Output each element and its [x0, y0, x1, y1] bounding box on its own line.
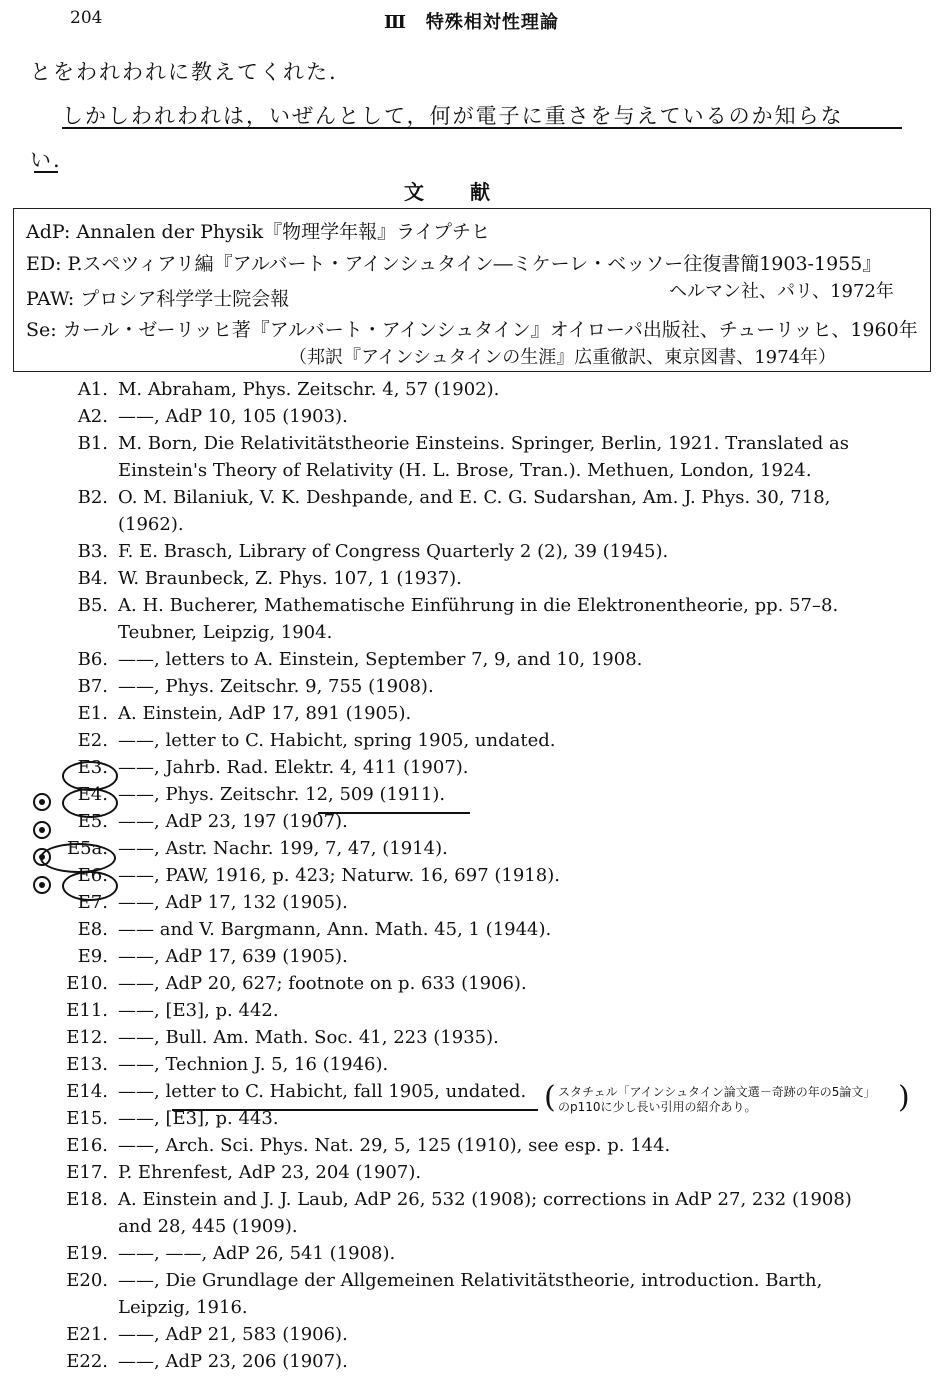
reference-item: E12. ——, Bull. Am. Math. Soc. 41, 223 (1935).: [66, 1027, 499, 1048]
reference-item: E5a. ——, Astr. Nachr. 199, 7, 47, (1914).: [66, 838, 448, 859]
reference-item: E10. ——, AdP 20, 627; footnote on p. 633 (1906).: [66, 973, 527, 994]
dot-mark-icon: [33, 848, 51, 866]
reference-item: E18. A. Einstein and J. J. Laub, AdP 26, 532 (1908); corrections in AdP 27, 232 (1908) and 28, 445 (1909).: [66, 1189, 852, 1237]
handwritten-circle-e5a: [40, 843, 116, 873]
abbr-ed: ED: P.スペツィアリ編『アルバート・アインシュタイン―ミケーレ・ベッソー往復書簡1903-1955』: [26, 253, 882, 275]
abbr-se-japanese: （邦訳『アインシュタインの生涯』広重徹訳、東京図書、1974年）: [289, 347, 837, 368]
dot-mark-icon: [33, 793, 51, 811]
abbr-adp: AdP: Annalen der Physik『物理学年報』ライプチヒ: [26, 221, 491, 243]
reference-item: E7. ——, AdP 17, 132 (1905).: [77, 892, 348, 913]
handwritten-circle-e4: [62, 788, 118, 818]
reference-item: E17. P. Ehrenfest, AdP 23, 204 (1907).: [66, 1162, 422, 1183]
handwritten-underline-e4: [318, 812, 470, 814]
annotation-open-paren: (: [544, 1080, 556, 1115]
reference-item: B2. O. M. Bilaniuk, V. K. Deshpande, and E. C. G. Sudarshan, Am. J. Phys. 30, 718, (1962).: [77, 487, 831, 535]
reference-item: B3. F. E. Brasch, Library of Congress Quarterly 2 (2), 39 (1945).: [77, 541, 669, 562]
reference-item: E4. ——, Phys. Zeitschr. 12, 509 (1911).: [77, 784, 446, 805]
reference-item: E13. ——, Technion J. 5, 16 (1946).: [66, 1054, 389, 1075]
reference-item: E15. ——, [E3], p. 443.: [66, 1108, 279, 1129]
dot-mark-icon: [33, 876, 51, 894]
abbr-ed-publisher: ヘルマン社、パリ、1972年: [669, 281, 894, 302]
reference-item: E20. ——, Die Grundlage der Allgemeinen Relativitätstheorie, introduction. Barth, Leipzig, 1916.: [66, 1270, 823, 1318]
page-number: 204: [70, 8, 103, 28]
handwritten-circle-e6: [62, 871, 118, 901]
reference-item: E22. ——, AdP 23, 206 (1907).: [66, 1351, 348, 1372]
reference-item: E3. ——, Jahrb. Rad. Elektr. 4, 411 (1907).: [77, 757, 469, 778]
references-heading: 文献: [404, 180, 536, 204]
reference-item: B7. ——, Phys. Zeitschr. 9, 755 (1908).: [77, 676, 434, 697]
reference-item: A2. ——, AdP 10, 105 (1903).: [77, 406, 348, 427]
abbreviations-box: [13, 208, 931, 372]
chapter-title: Ⅲ 特殊相対性理論: [384, 12, 559, 33]
reference-item: E21. ——, AdP 21, 583 (1906).: [66, 1324, 348, 1345]
dot-mark-icon: [33, 821, 51, 839]
prose-line-1: とをわれわれに教えてくれた.: [30, 60, 338, 84]
abbr-se: Se: カール・ゼーリッヒ著『アルバート・アインシュタイン』オイローパ出版社、チューリッヒ、1960年: [26, 319, 918, 341]
reference-item: E16. ——, Arch. Sci. Phys. Nat. 29, 5, 125 (1910), see esp. p. 144.: [66, 1135, 671, 1156]
reference-item: E19. ——, ——, AdP 26, 541 (1908).: [66, 1243, 396, 1264]
abbr-paw: PAW: プロシア科学学士院会報: [26, 288, 290, 310]
handwritten-underline-e14: [172, 1109, 538, 1111]
reference-item: E1. A. Einstein, AdP 17, 891 (1905).: [77, 703, 412, 724]
reference-item: B1. M. Born, Die Relativitätstheorie Einsteins. Springer, Berlin, 1921. Translated as Einstein's Theory of Relativity (H. L. Brose, Tran.). Methuen, London, 1924.: [77, 433, 849, 481]
annotation-note: スタチェル「アインシュタイン論文選－奇跡の年の5論文」 のp110に少し長い引用の紹介あり。: [558, 1085, 876, 1114]
reference-item: B6. ——, letters to A. Einstein, September 7, 9, and 10, 1908.: [77, 649, 643, 670]
handwritten-circle-e3: [62, 761, 118, 791]
reference-item: E6. ——, PAW, 1916, p. 423; Naturw. 16, 697 (1918).: [77, 865, 560, 886]
reference-item: E11. ——, [E3], p. 442.: [66, 1000, 279, 1021]
annotation-close-paren: ): [898, 1080, 910, 1115]
reference-item: B5. A. H. Bucherer, Mathematische Einführung in die Elektronentheorie, pp. 57–8. Teubner, Leipzig, 1904.: [77, 595, 839, 643]
reference-item: E5. ——, AdP 23, 197 (1907).: [77, 811, 348, 832]
reference-item: E2. ——, letter to C. Habicht, spring 1905, undated.: [77, 730, 556, 751]
reference-item: A1. M. Abraham, Phys. Zeitschr. 4, 57 (1902).: [77, 379, 500, 400]
reference-item: E14. ——, letter to C. Habicht, fall 1905, undated.: [66, 1081, 527, 1102]
prose-line-2: しかしわれわれは，いぜんとして，何が電子に重さを与えているのか知らな: [62, 104, 844, 128]
prose-line-3: い.: [30, 148, 62, 172]
reference-item: B4. W. Braunbeck, Z. Phys. 107, 1 (1937).: [77, 568, 462, 589]
handwritten-underline: [62, 127, 902, 129]
handwritten-underline-short: [34, 171, 58, 173]
reference-list: [0, 379, 945, 1378]
reference-item: E8. —— and V. Bargmann, Ann. Math. 45, 1 (1944).: [77, 919, 552, 940]
reference-item: E9. ——, AdP 17, 639 (1905).: [77, 946, 348, 967]
